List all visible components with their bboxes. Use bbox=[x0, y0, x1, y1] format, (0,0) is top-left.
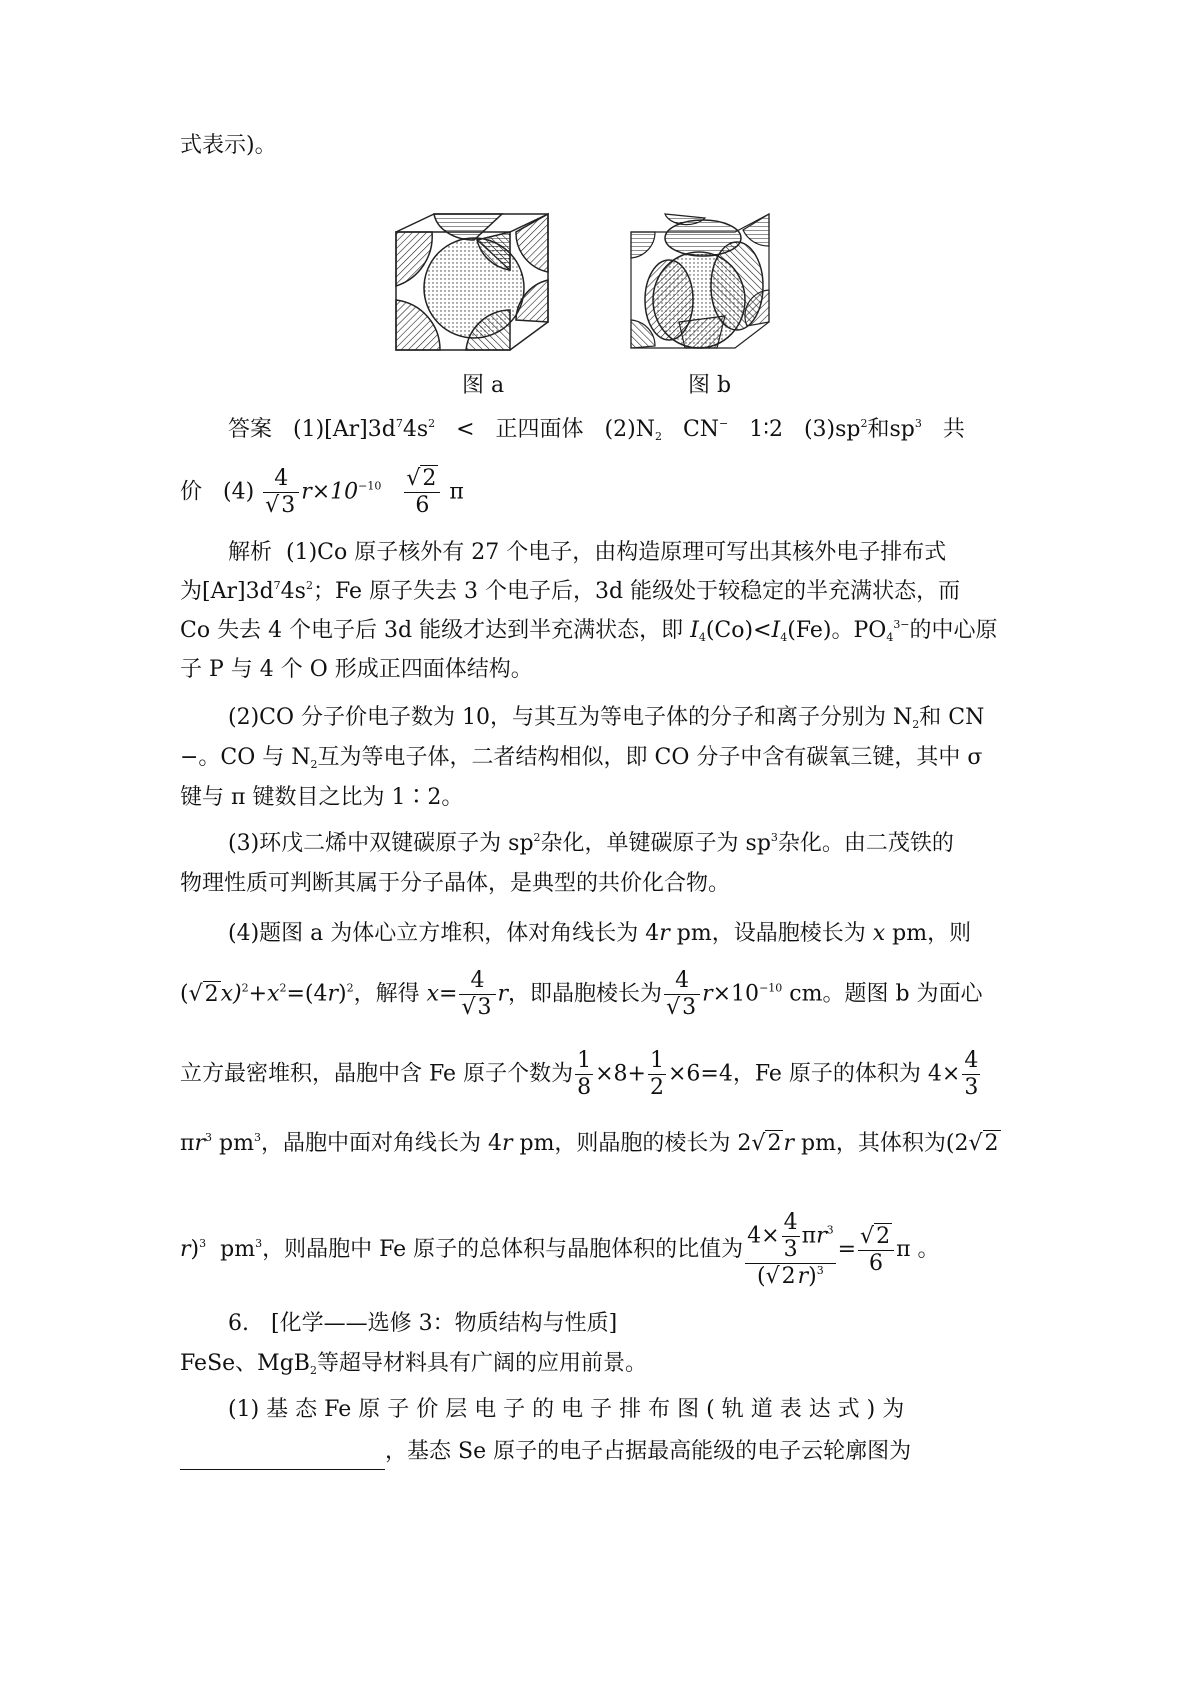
analysis-line-5: (2)CO 分子价电子数为 10，与其互为等电子体的分子和离子分别为 $N_2$和 CN bbox=[228, 705, 985, 731]
analysis-line-2: 为$[Ar]3d^74s^2$；Fe 原子失去 3 个电子后，3d 能级处于较稳定的半充满状态，而 bbox=[180, 579, 961, 604]
analysis-line-11: $(√2x)^2+x^2=(4r)^2$，解得 x= $\frac{4}{√3}$ r，即晶胞棱长为 $\frac{4}{√3}$ $r\times 10^{-10}$ cm。题图 b 为面心 bbox=[180, 968, 983, 1020]
lead-text: 式表示)。 bbox=[180, 133, 277, 158]
figure-a-bcc-cell bbox=[392, 210, 552, 360]
analysis-line-7: 键与 π 键数目之比为 1∶2。 bbox=[180, 785, 464, 810]
analysis-line-10: (4)题图 a 为体心立方堆积，体对角线长为 4r pm，设晶胞棱长为 x pm，则 bbox=[228, 921, 972, 946]
answer-line-2: 价 (4) $\frac{4}{√3}$ $r\times 10^{-10}$ $\frac{√2}{6}$ π bbox=[180, 466, 464, 518]
answer-blank[interactable] bbox=[180, 1443, 385, 1470]
analysis-line-8: (3)环戊二烯中双键碳原子为 $sp^2$杂化，单键碳原子为 $sp^3$杂化。由二茂铁的 bbox=[228, 831, 954, 856]
figure-b-fcc-cell bbox=[625, 210, 775, 360]
question-6-intro: FeSe、MgB$_2$等超导材料具有广阔的应用前景。 bbox=[180, 1351, 647, 1377]
analysis-line-3: Co 失去 4 个电子后 3d 能级才达到半充满状态，即 $I_4(Co)<I_4(Fe)$。$PO_4^{3-}$的中心原 bbox=[180, 618, 998, 644]
question-6-title: 6. [化学——选修 3：物质结构与性质] bbox=[228, 1311, 618, 1336]
figure-b-label: 图 b bbox=[688, 373, 732, 398]
analysis-line-1: 解析 (1)Co 原子核外有 27 个电子，由构造原理可写出其核外电子排布式 bbox=[228, 540, 947, 565]
figure-a-label: 图 a bbox=[462, 373, 505, 398]
question-6-part-1: (1) 基 态 Fe 原 子 价 层 电 子 的 电 子 排 布 图 ( 轨 道 表 达 式 ) 为 bbox=[228, 1397, 905, 1422]
question-6-part-1-cont: ，基态 Se 原子的电子占据最高能级的电子云轮廓图为 bbox=[180, 1434, 911, 1470]
analysis-line-13: $\pi r^3$ $pm^3$，晶胞中面对角线长为 4r pm，则晶胞的棱长为 2√2r pm，其体积为(2√2 bbox=[180, 1131, 999, 1156]
answer-line-1: 答案 $(1)[Ar]3d^74s^2$ < 正四面体 $(2)N_2$ CN− 1∶2 $(3)sp^2$和$sp^3$ 共 bbox=[228, 417, 965, 443]
fraction-4-sqrt3: $\frac{4}{√3}$ bbox=[263, 468, 299, 517]
ratio-fraction: 4× $\frac{4}{3}$ $\pi r^3$ $(√2r)^3$ bbox=[747, 1210, 834, 1289]
answer-label: 答案 bbox=[228, 417, 273, 442]
analysis-line-14: r)$^3$ $pm^3$，则晶胞中 Fe 原子的总体积与晶胞体积的比值为 4× $\frac{4}{3}$ $\pi r^3$ $(√2r)^3$ = $\frac{√2}{6}$ π 。 bbox=[180, 1210, 940, 1289]
analysis-line-6: −。CO 与 $N_2$互为等电子体，二者结构相似，即 CO 分子中含有碳氧三键，其中 σ bbox=[180, 745, 983, 771]
analysis-line-4: 子 P 与 4 个 O 形成正四面体结构。 bbox=[180, 657, 533, 682]
analysis-label: 解析 bbox=[228, 540, 273, 565]
analysis-line-12: 立方最密堆积，晶胞中含 Fe 原子个数为 $\frac{1}{8}$ ×8+ $\frac{1}{2}$ ×6=4，Fe 原子的体积为 4× $\frac{4}{3}$ bbox=[180, 1048, 979, 1100]
analysis-line-9: 物理性质可判断其属于分子晶体，是典型的共价化合物。 bbox=[180, 871, 731, 896]
fraction-sqrt2-6: $\frac{√2}{6}$ bbox=[404, 468, 440, 517]
